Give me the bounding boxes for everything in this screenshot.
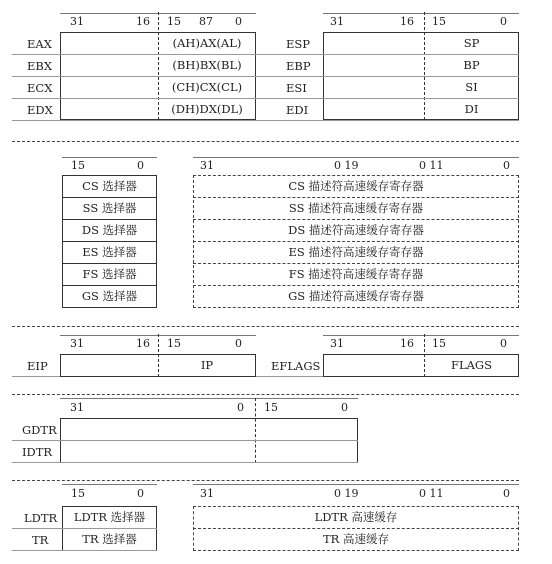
cache-header-line bbox=[193, 157, 519, 158]
register-name: GDTR bbox=[22, 423, 57, 437]
bit-label: 0 bbox=[235, 337, 242, 350]
selector-cell: CS 选择器 bbox=[82, 179, 137, 193]
bit-label: 31 bbox=[70, 337, 84, 350]
row-line bbox=[12, 120, 519, 121]
bit-label: 0 19 bbox=[334, 487, 359, 500]
bit-label: 15 bbox=[167, 15, 181, 28]
bit-label: 0 bbox=[235, 15, 242, 28]
register-name: TR bbox=[32, 533, 49, 547]
selector-cell: SS 选择器 bbox=[82, 201, 137, 215]
bit-label: 16 bbox=[136, 337, 150, 350]
selector-cell: TR 选择器 bbox=[82, 532, 137, 546]
bit-label: 16 bbox=[400, 15, 414, 28]
register-cell: (CH)CX(CL) bbox=[171, 80, 243, 94]
bit-label: 0 bbox=[137, 487, 144, 500]
bit-label: 31 bbox=[200, 487, 214, 500]
bit-label: 15 bbox=[432, 15, 446, 28]
section-separator bbox=[12, 326, 519, 327]
selector-cell: LDTR 选择器 bbox=[73, 510, 146, 524]
bit-label: 87 bbox=[199, 15, 213, 28]
bit-label: 31 bbox=[330, 15, 344, 28]
bit-label: 0 11 bbox=[419, 159, 444, 172]
selector-cell: FS 选择器 bbox=[82, 267, 137, 281]
register-name: ECX bbox=[27, 81, 53, 95]
bit-label: 0 bbox=[500, 15, 507, 28]
descriptor-cache-cell: DS 描述符高速缓存寄存器 bbox=[288, 223, 424, 237]
bit-label: 0 bbox=[237, 401, 244, 414]
descriptor-cache-cell: GS 描述符高速缓存寄存器 bbox=[288, 289, 424, 303]
bit-label: 15 bbox=[71, 487, 85, 500]
eflags-header-line bbox=[323, 335, 519, 336]
selector-cell: GS 选择器 bbox=[81, 289, 138, 303]
bit-label: 31 bbox=[330, 337, 344, 350]
section-separator bbox=[12, 141, 519, 142]
register-name: ESP bbox=[286, 37, 311, 51]
bit-label: 0 bbox=[137, 159, 144, 172]
register-name: LDTR bbox=[24, 511, 58, 525]
bit-label: 0 bbox=[341, 401, 348, 414]
gp-right-header-line bbox=[323, 13, 519, 14]
descriptor-cache-cell: ES 描述符高速缓存寄存器 bbox=[288, 245, 424, 259]
gdt-header-line bbox=[60, 398, 358, 399]
ldt-cache-header-line bbox=[193, 484, 519, 485]
register-name: EDX bbox=[27, 103, 53, 117]
register-name: IDTR bbox=[22, 445, 53, 459]
bit-label: 31 bbox=[70, 401, 84, 414]
register-cell: (BH)BX(BL) bbox=[172, 58, 242, 72]
bit-label: 15 bbox=[71, 159, 85, 172]
row-line bbox=[12, 550, 157, 551]
sel-header-line bbox=[62, 157, 157, 158]
register-name: EBX bbox=[27, 59, 53, 73]
bit-label: 16 bbox=[136, 15, 150, 28]
register-name: EFLAGS bbox=[271, 359, 321, 373]
descriptor-cache-cell: FS 描述符高速缓存寄存器 bbox=[288, 267, 424, 281]
bit-label: 0 bbox=[503, 159, 510, 172]
bit-label: 0 11 bbox=[419, 487, 444, 500]
register-cell: (AH)AX(AL) bbox=[172, 36, 242, 50]
bit-label: 15 bbox=[432, 337, 446, 350]
row-line bbox=[12, 462, 358, 463]
cache-cell: LDTR 高速缓存 bbox=[314, 510, 398, 524]
bit-label: 15 bbox=[167, 337, 181, 350]
bit-label: 31 bbox=[70, 15, 84, 28]
register-name: EBP bbox=[286, 59, 311, 73]
section-separator bbox=[12, 394, 519, 395]
cache-cell: TR 高速缓存 bbox=[323, 532, 389, 546]
register-name: EAX bbox=[27, 37, 52, 51]
bit-label: 0 bbox=[503, 487, 510, 500]
register-name: ESI bbox=[286, 81, 307, 95]
register-name: EIP bbox=[27, 359, 48, 373]
bit-label: 0 bbox=[500, 337, 507, 350]
selector-cell: DS 选择器 bbox=[81, 223, 138, 237]
ip-cell: IP bbox=[200, 358, 214, 372]
selector-cell: ES 选择器 bbox=[82, 245, 137, 259]
bit-label: 31 bbox=[200, 159, 214, 172]
register-cell: (DH)DX(DL) bbox=[171, 102, 243, 116]
gdt-split bbox=[255, 398, 256, 463]
descriptor-cache-cell: CS 描述符高速缓存寄存器 bbox=[288, 179, 424, 193]
row-line bbox=[12, 440, 358, 441]
register-cell: SP bbox=[463, 36, 480, 50]
flags-cell: FLAGS bbox=[451, 358, 492, 372]
section-separator bbox=[12, 480, 519, 481]
ldt-sel-header-line bbox=[62, 484, 157, 485]
bit-label: 16 bbox=[400, 337, 414, 350]
bit-label: 15 bbox=[264, 401, 278, 414]
register-cell: DI bbox=[464, 102, 479, 116]
register-cell: BP bbox=[463, 58, 480, 72]
register-cell: SI bbox=[465, 80, 478, 94]
descriptor-cache-cell: SS 描述符高速缓存寄存器 bbox=[288, 201, 424, 215]
register-name: EDI bbox=[286, 103, 309, 117]
bit-label: 0 19 bbox=[334, 159, 359, 172]
